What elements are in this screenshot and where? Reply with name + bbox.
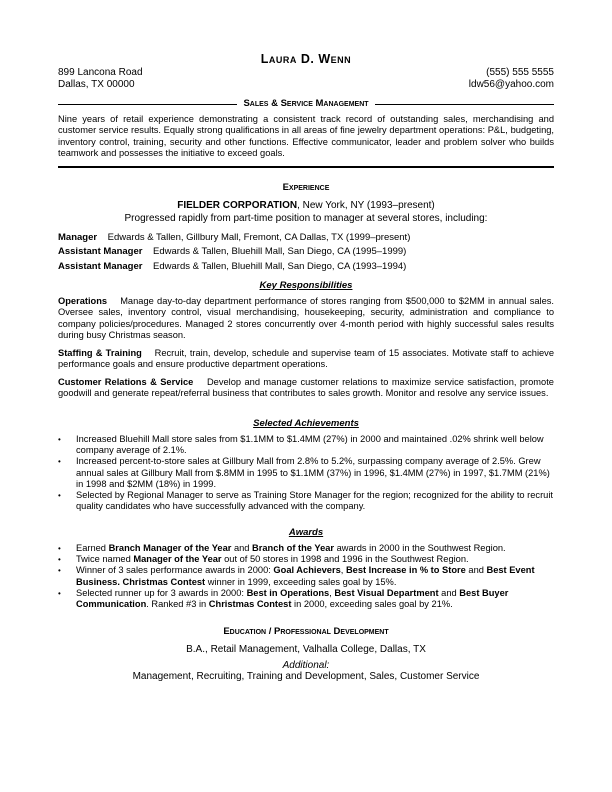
list-item: • Selected runner up for 3 awards in 2000: Best in Operations, Best Visual Department and Best Buyer Communication. Ranked #3 in Christmas Contest in 2000, exceeding sales goal by 21%. xyxy=(58,588,554,610)
candidate-name: Laura D. Wenn xyxy=(260,52,352,66)
list-item: • Winner of 3 sales performance awards in 2000: Goal Achievers, Best Increase in % to Store and Best Event Business. Christmas Contest winner in 1999, exceeding sales goal by 15%. xyxy=(58,565,554,587)
responsibility-text: Develop and manage customer relations to maximize service satisfaction, promote goodwill and generate repeat/referral business that contributes to sales growth. Monitor and resolve any service issues. xyxy=(58,377,554,399)
responsibility-customer xyxy=(58,377,554,400)
list-item: • Selected by Regional Manager to serve as Training Store Manager for the region; recognized for the ability to recruit quality candidates who have successfully advanced with the company. xyxy=(58,490,554,512)
phone-number: (555) 555 5555 xyxy=(486,67,554,78)
key-responsibilities-heading: Key Responsibilities xyxy=(259,280,353,291)
city-address: Dallas, TX 00000 xyxy=(58,79,135,90)
additional-label: Additional: xyxy=(282,660,330,671)
company-description: Progressed rapidly from part-time position to manager at several stores, including: xyxy=(124,213,488,224)
awards-list xyxy=(58,543,554,610)
list-item: • Twice named Manager of the Year out of 50 stores in 1998 and 1996 in the Southwest Region. xyxy=(58,554,554,565)
company-location: , New York, NY (1993–present) xyxy=(297,200,435,211)
responsibility-staffing xyxy=(58,348,554,371)
education-heading: Education / Professional Development xyxy=(223,626,389,637)
email-address: ldw56@yahoo.com xyxy=(468,79,554,90)
responsibility-label: Operations xyxy=(58,296,108,306)
responsibility-operations xyxy=(58,296,554,341)
degree: B.A., Retail Management, Valhalla College, Dallas, TX xyxy=(186,644,426,655)
list-item: • Increased percent-to-store sales at Gillbury Mall from 2.8% to 5.2%, surpassing company average of 2.5%. Grew annual sales at Gillbury Mall from $.8MM in 1995 to $1.1MM (37%) in 1996, $1.4MM (27%) in 1997, $1.7MM (21%) in 1998 and $2MM (18%) in 1999. xyxy=(58,456,554,490)
role-row xyxy=(58,232,410,243)
role-detail: Edwards & Tallen, Gillbury Mall, Fremont, CA Dallas, TX (1999–present) xyxy=(107,232,411,243)
list-item: • Increased Bluehill Mall store sales from $1.1MM to $1.4MM (27%) in 2000 and maintained .02% shrink well below company average of 2.1%. xyxy=(58,434,554,456)
company-line xyxy=(58,200,554,211)
responsibility-label: Customer Relations & Service xyxy=(58,377,194,387)
company-name: FIELDER CORPORATION xyxy=(177,200,298,211)
divider-summary xyxy=(58,166,554,168)
summary-paragraph: Nine years of retail experience demonstrating a consistent track record of outstanding sales, merchandising and customer service results. Equally strong qualifications in all areas of fine jewelry department operations: P&L, budgeting, inventory control, training, security and other functions. Effective communicator, leader and problem solver who builds teamwork and possesses the initiative to exceed goals. xyxy=(58,114,554,158)
role-title: Assistant Manager xyxy=(58,246,143,257)
experience-heading: Experience xyxy=(282,182,330,193)
role-row xyxy=(58,261,406,272)
selected-achievements-heading: Selected Achievements xyxy=(253,418,359,429)
role-detail: Edwards & Tallen, Bluehill Mall, San Diego, CA (1993–1994) xyxy=(153,261,407,272)
role-title: Manager xyxy=(58,232,98,243)
professional-title: Sales & Service Management xyxy=(58,98,554,109)
responsibility-label: Staffing & Training xyxy=(58,348,142,358)
achievements-list xyxy=(58,434,554,512)
responsibility-text: Manage day-to-day department performance of stores ranging from $500,000 to $2MM in annual sales. Oversee sales, inventory control, visual merchandising, housekeeping, security, administration and compliance to company policies/procedures. Managed 2 stores concurrently over 4-month period with highly successful sales results during busy Christmas season. xyxy=(58,296,554,340)
responsibility-text: Recruit, train, develop, schedule and supervise team of 15 associates. Motivate staff to achieve performance goals and ensure productive department operations. xyxy=(58,348,555,370)
additional-training: Management, Recruiting, Training and Development, Sales, Customer Service xyxy=(132,671,480,682)
role-detail: Edwards & Tallen, Bluehill Mall, San Diego, CA (1995–1999) xyxy=(153,246,407,257)
awards-heading: Awards xyxy=(288,527,324,538)
role-title: Assistant Manager xyxy=(58,261,143,272)
list-item: • Earned Branch Manager of the Year and Branch of the Year awards in 2000 in the Southwest Region. xyxy=(58,543,554,554)
street-address: 899 Lancona Road xyxy=(58,67,143,78)
role-row xyxy=(58,246,406,257)
